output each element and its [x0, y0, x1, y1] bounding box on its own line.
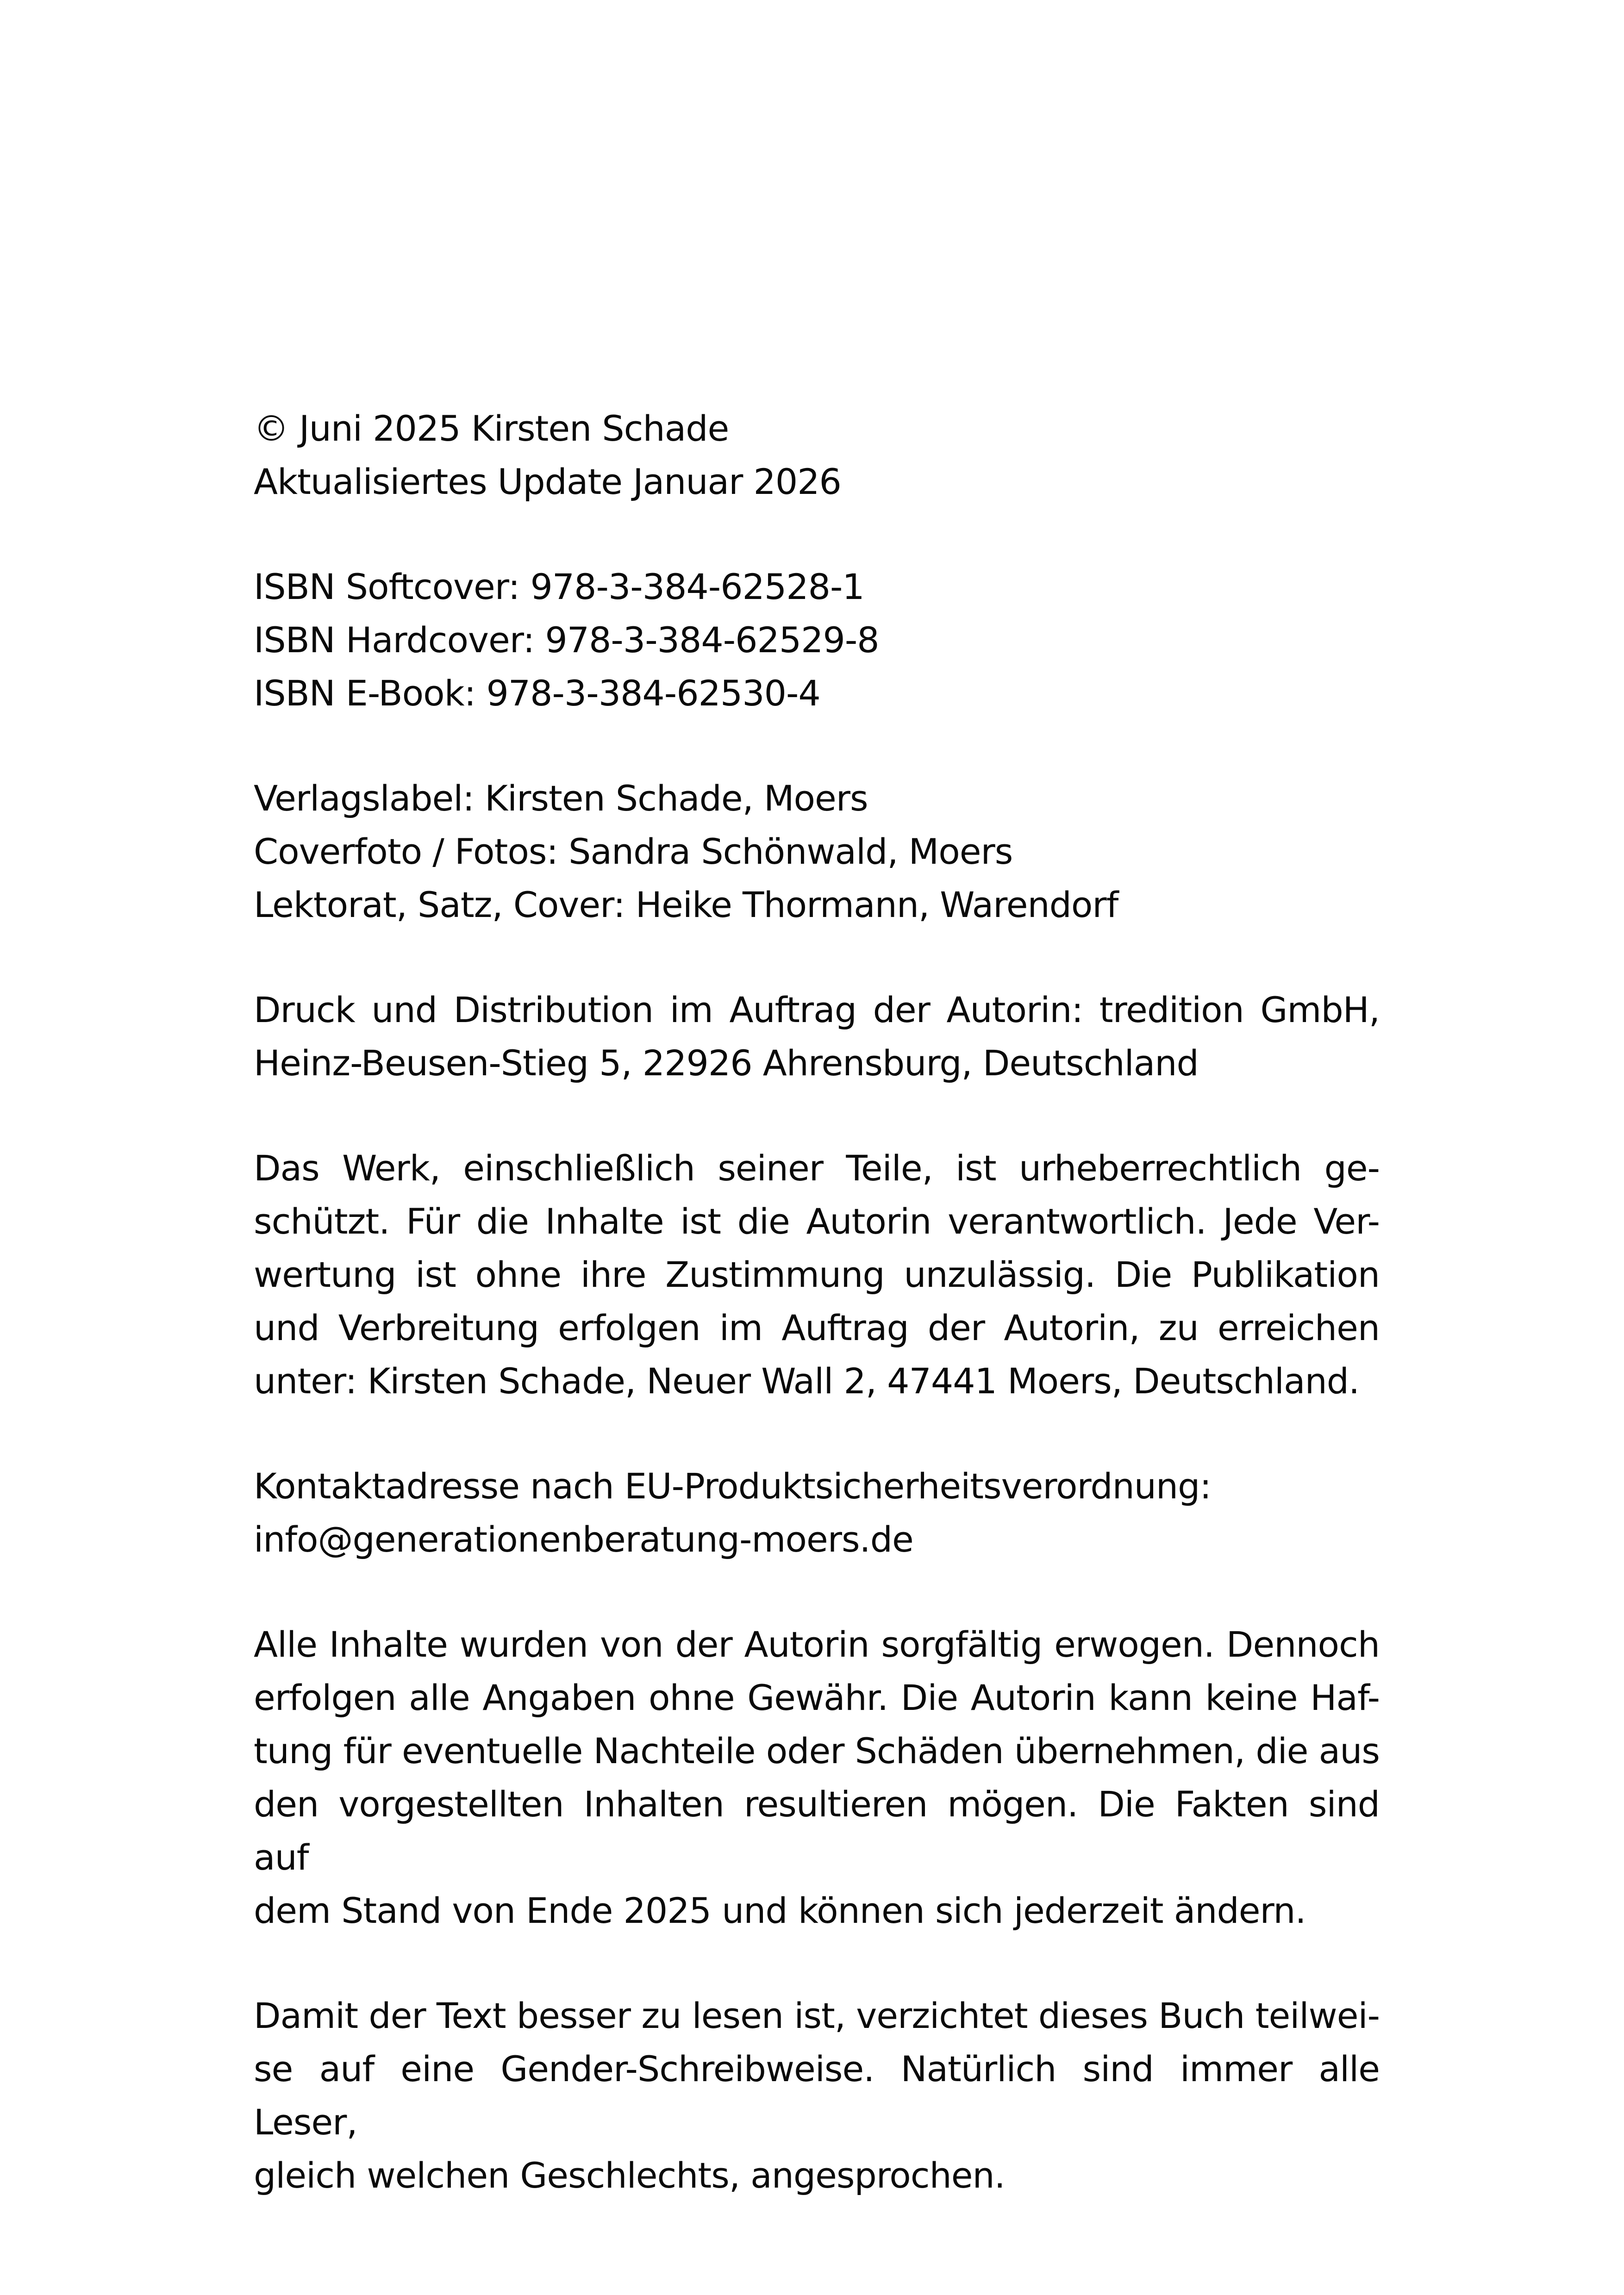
copyright-line: © Juni 2025 Kirsten Schade [254, 408, 729, 449]
update-line: Aktualisiertes Update Januar 2026 [254, 461, 841, 502]
contact-heading: Kontaktadresse nach EU-Produktsicherheitsverordnung: [254, 1466, 1211, 1507]
rights-line-3: wertung ist ohne ihre Zustimmung unzulässig. Die Publikation [254, 1254, 1380, 1295]
rights-block [254, 1141, 1380, 1408]
disclaimer-block [254, 1618, 1380, 1937]
isbn-block [254, 560, 1380, 720]
credits-block [254, 772, 1380, 931]
gender-note-block [254, 1989, 1380, 2202]
rights-line-5: unter: Kirsten Schade, Neuer Wall 2, 47441 Moers, Deutschland. [254, 1360, 1360, 1402]
gender-line-1: Damit der Text besser zu lesen ist, verzichtet dieses Buch teilwei- [254, 1995, 1380, 2036]
contact-email: info@generationenberatung-moers.de [254, 1519, 913, 1560]
editing-credit: Lektorat, Satz, Cover: Heike Thormann, Warendorf [254, 884, 1118, 925]
disclaimer-line-3: tung für eventuelle Nachteile oder Schäden übernehmen, die aus [254, 1730, 1380, 1771]
rights-line-4: und Verbreitung erfolgen im Auftrag der Autorin, zu erreichen [254, 1307, 1380, 1348]
publisher-label: Verlagslabel: Kirsten Schade, Moers [254, 778, 868, 819]
disclaimer-line-2: erfolgen alle Angaben ohne Gewähr. Die Autorin kann keine Haf- [254, 1677, 1380, 1718]
disclaimer-line-4: den vorgestellten Inhalten resultieren mögen. Die Fakten sind auf [254, 1784, 1380, 1878]
photo-credit: Coverfoto / Fotos: Sandra Schönwald, Moers [254, 831, 1013, 872]
print-distribution-block [254, 983, 1380, 1090]
isbn-ebook: ISBN E-Book: 978-3-384-62530-4 [254, 673, 820, 714]
imprint-content [254, 402, 1380, 2254]
gender-line-2: se auf eine Gender-Schreibweise. Natürlich sind immer alle Leser, [254, 2048, 1380, 2143]
print-line-2: Heinz-Beusen-Stieg 5, 22926 Ahrensburg, Deutschland [254, 1042, 1199, 1084]
rights-line-2: schützt. Für die Inhalte ist die Autorin verantwortlich. Jede Ver- [254, 1201, 1380, 1242]
disclaimer-line-1: Alle Inhalte wurden von der Autorin sorgfältig erwogen. Dennoch [254, 1624, 1380, 1665]
gender-line-3: gleich welchen Geschlechts, angesprochen. [254, 2155, 1005, 2196]
rights-line-1: Das Werk, einschließlich seiner Teile, ist urheberrechtlich ge- [254, 1148, 1380, 1189]
print-line-1: Druck und Distribution im Auftrag der Autorin: tredition GmbH, [254, 989, 1380, 1030]
isbn-softcover: ISBN Softcover: 978-3-384-62528-1 [254, 566, 864, 607]
isbn-hardcover: ISBN Hardcover: 978-3-384-62529-8 [254, 619, 879, 661]
disclaimer-line-5: dem Stand von Ende 2025 und können sich jederzeit ändern. [254, 1890, 1306, 1931]
contact-block [254, 1459, 1380, 1566]
copyright-block [254, 402, 1380, 508]
